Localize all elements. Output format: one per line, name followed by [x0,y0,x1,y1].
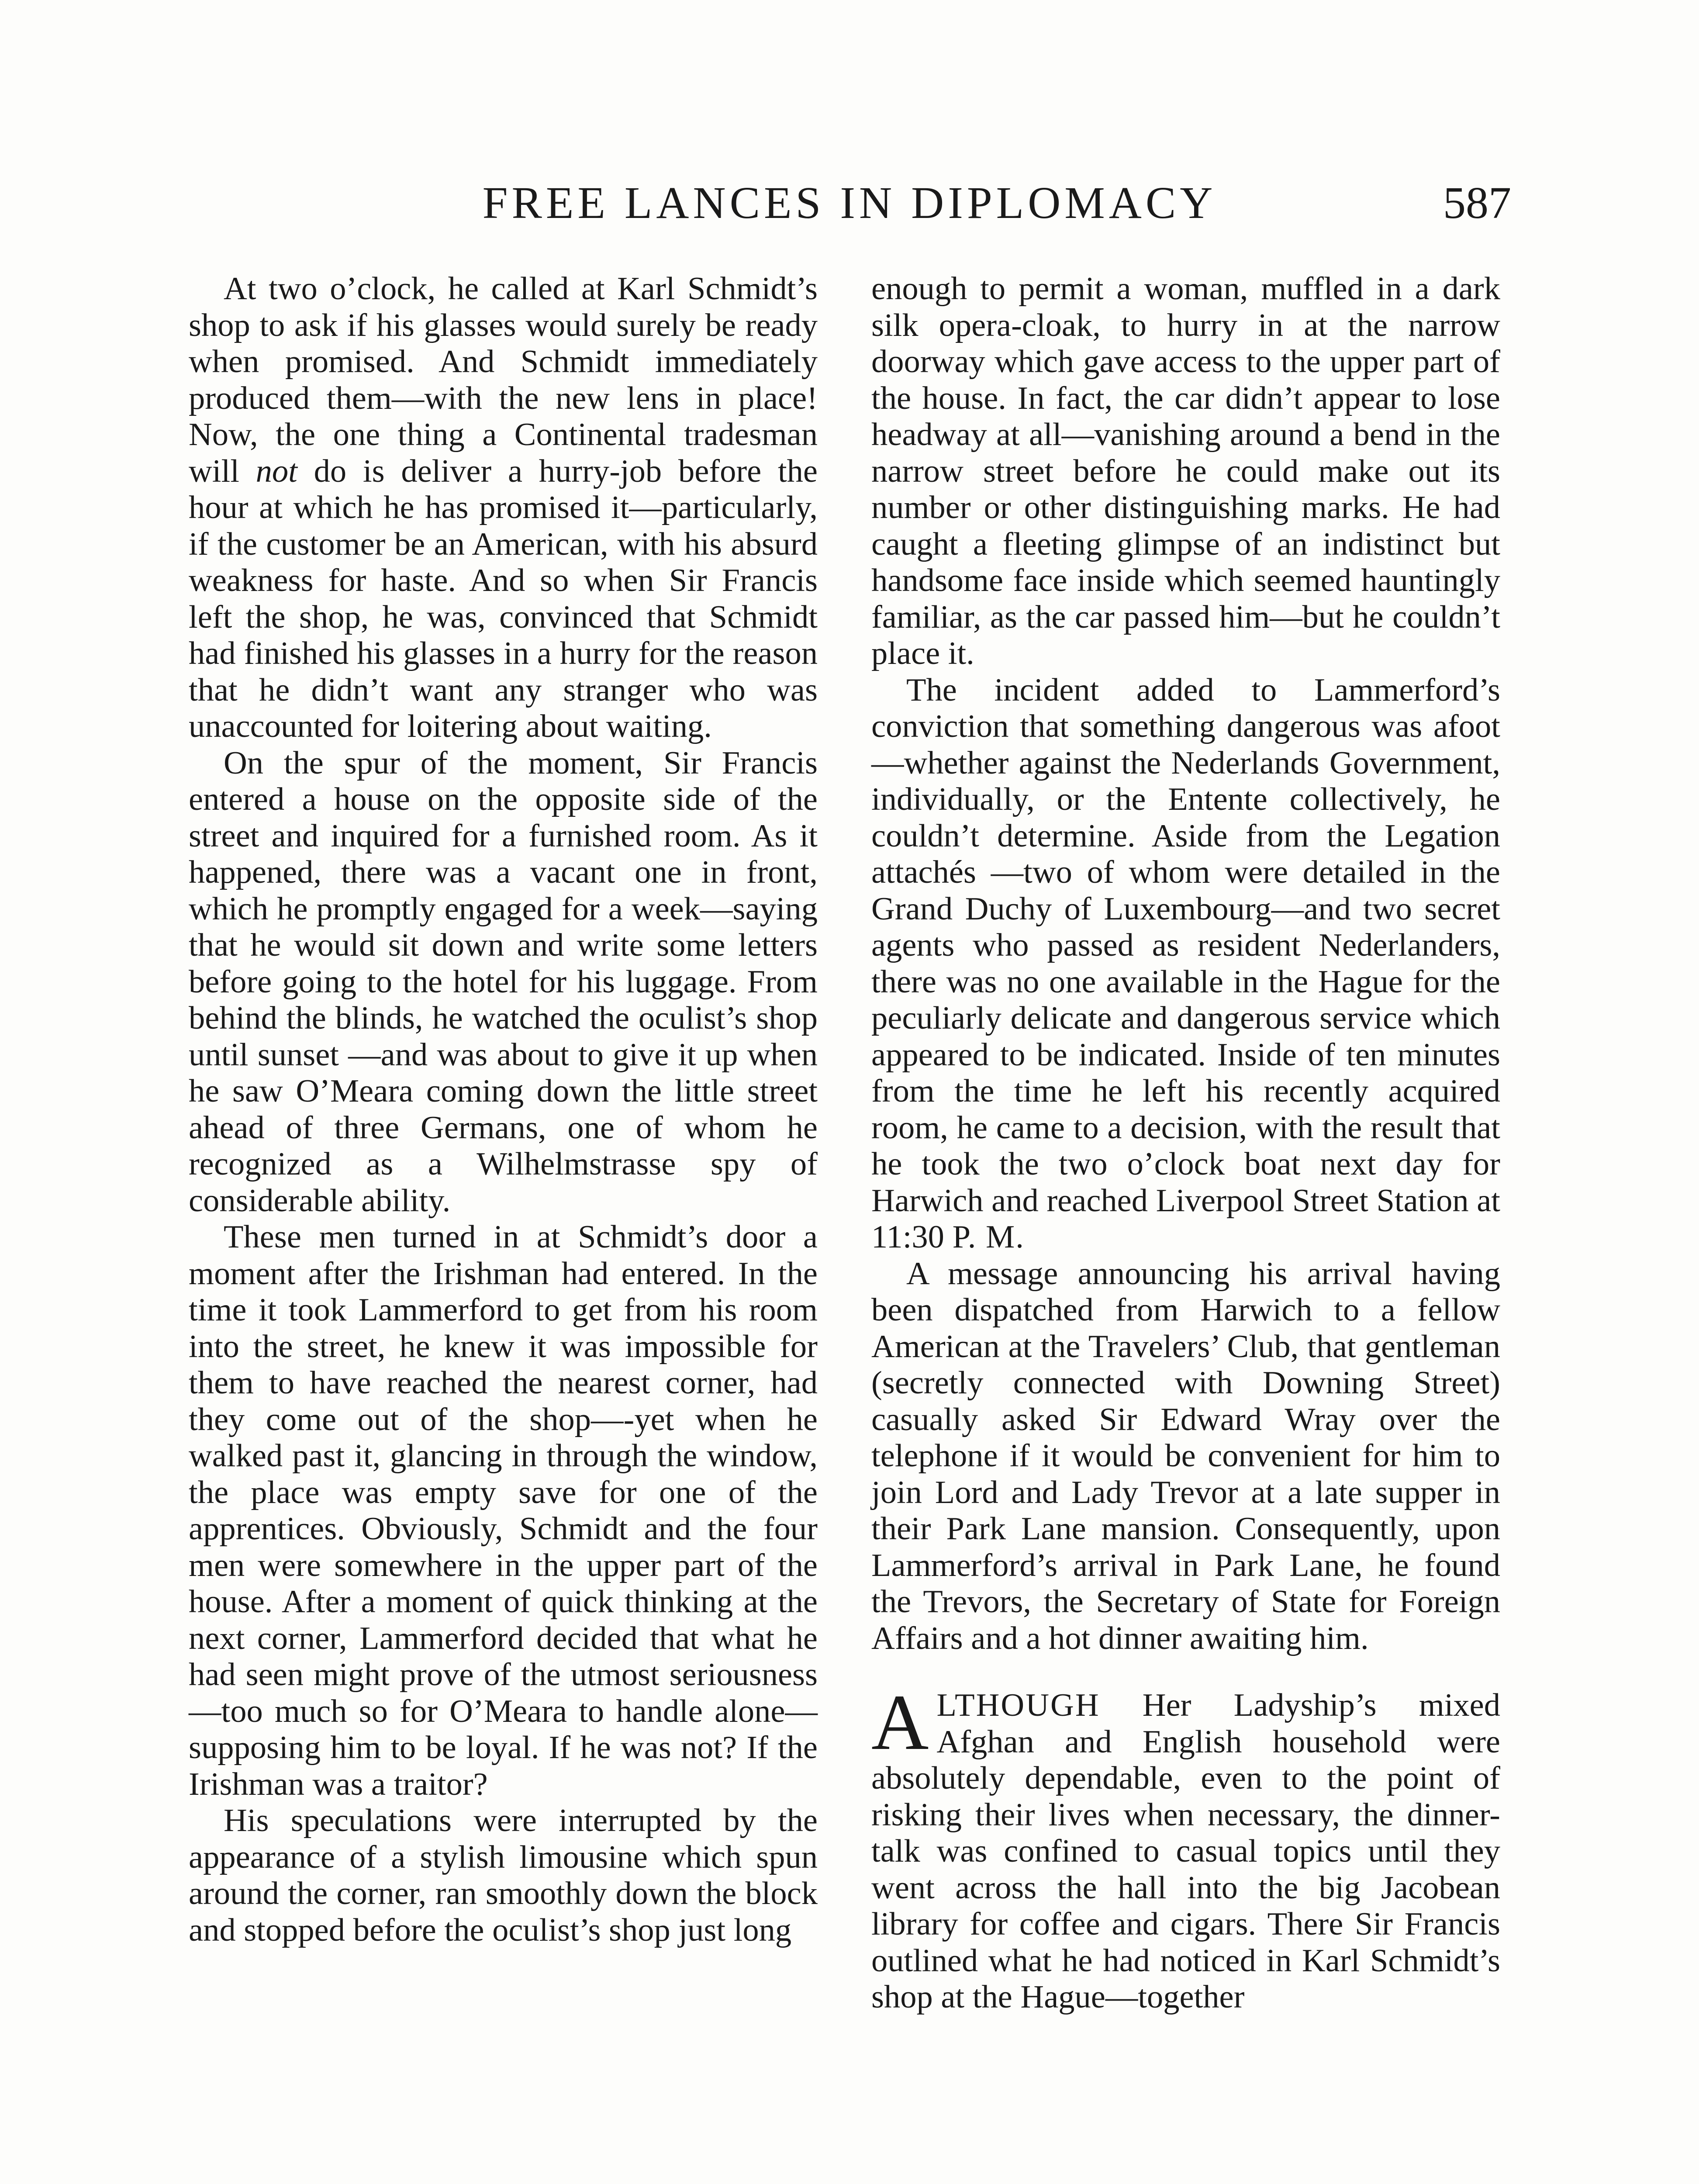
running-title: FREE LANCES IN DIPLOMACY [482,178,1217,228]
paragraph: enough to permit a woman, muffled in a dark silk opera-cloak, to hurry in at the narrow doorway which gave access to the upper part of the house. In fact, the car didn’t appear to lose headway at all—vanishing around a bend in the narrow street before he could make out its number or other distinguishing marks. He had caught a fleeting glimpse of an indistinct but handsome face inside which seemed hauntingly familiar, as the car passed him—but he couldn’t place it. [871,271,1500,671]
paragraph: A message announcing his arrival having been dispatched from Harwich to a fellow American at the Travelers’ Club, that gentleman (secretly connected with Downing Street) casually asked Sir Edward Wray over the telephone if it would be convenient for him to join Lord and Lady Trevor at a late supper in their Park Lane mansion. Consequently, upon Lammerford’s arrival in Park Lane, he found the Trevors, the Secretary of State for Foreign Affairs and a hot dinner awaiting him. [871,1255,1500,1656]
section-break [871,1657,1500,1687]
paragraph-text: do is deliver a hurry-job before the hour at which he has promised it—particularly, if the customer be an American, with his absurd weakness for haste. And so when Sir Francis left the shop, he was, convinced that Schmidt had finished his glasses in a hurry for the reason that he didn’t want any stranger who was unaccounted for loitering about waiting. [189,453,818,744]
paragraph: These men turned in at Schmidt’s door a moment after the Irishman had entered. In the time it took Lammerford to get from his room into the street, he knew it was impossible for them to have reached the nearest corner, had they come out of the shop—-yet when he walked past it, glancing in through the window, the place was empty save for one of the apprentices. Obviously, Schmidt and the four men were somewhere in the upper part of the house. After a moment of quick thinking at the next corner, Lammerford decided that what he had seen might prove of the utmost seriousness —too much so for O’Meara to handle alone—supposing him to be loyal. If he was not? If the Irishman was a traitor? [189,1219,818,1802]
left-column [189,271,818,1949]
emphasis-text: not [256,453,297,489]
right-column [871,271,1500,2016]
page-number: 587 [1443,178,1511,228]
paragraph: On the spur of the moment, Sir Francis entered a house on the opposite side of the street and inquired for a furnished room. As it happened, there was a vacant one in front, which he promptly engaged for a week—saying that he would sit down and write some letters before going to the hotel for his luggage. From behind the blinds, he watched the oculist’s shop until sunset —and was about to give it up when he saw O’Meara coming down the little street ahead of three Germans, one of whom he recognized as a Wilhelmstrasse spy of considerable ability. [189,745,818,1219]
paragraph-text: Her Ladyship’s mixed Afghan and English household were absolutely dependable, even to the point of risking their lives when necessary, the dinner-talk was confined to casual topics until they went across the hall into the big Jacobean library for coffee and cigars. There Sir Francis outlined what he had noticed in Karl Schmidt’s shop at the Hague—together [871,1687,1500,2015]
paragraph-text: The incident added to Lammerford’s conviction that something dangerous was afoot—whether against the Nederlands Government, individually, or the Entente collectively, he couldn’t determine. Aside from the Legation attachés —two of whom were detailed in the Grand Duchy of Luxembourg—and two secret agents who passed as resident Nederlanders, there was no one available in the Hague for the peculiarly delicate and dangerous service which appeared to be indicated. Inside of ten minutes from the time he left his recently acquired room, he came to a decision, with the result that he took the two o’clock boat next day for Harwich and reached Liverpool Street Station at 11:30 [871,672,1500,1255]
section-opening-paragraph [871,1679,1500,2016]
paragraph-text: At two o’clock, he called at Karl Schmidt’s shop to ask if his glasses would surely be ready when promised. And Schmidt immediately produced them—with the new lens in place! Now, the one thing a Continental tradesman will [189,271,818,489]
paragraph [189,271,818,745]
paragraph: His speculations were interrupted by the appearance of a stylish limousine which spun around the corner, ran smoothly down the block and stopped before the oculist’s shop just long [189,1803,818,1948]
drop-cap-lead-word: LTHOUGH [936,1687,1100,1723]
time-abbreviation: P. M. [952,1219,1025,1255]
drop-cap: A [871,1679,929,1766]
running-head [188,175,1511,232]
paragraph [871,672,1500,1256]
